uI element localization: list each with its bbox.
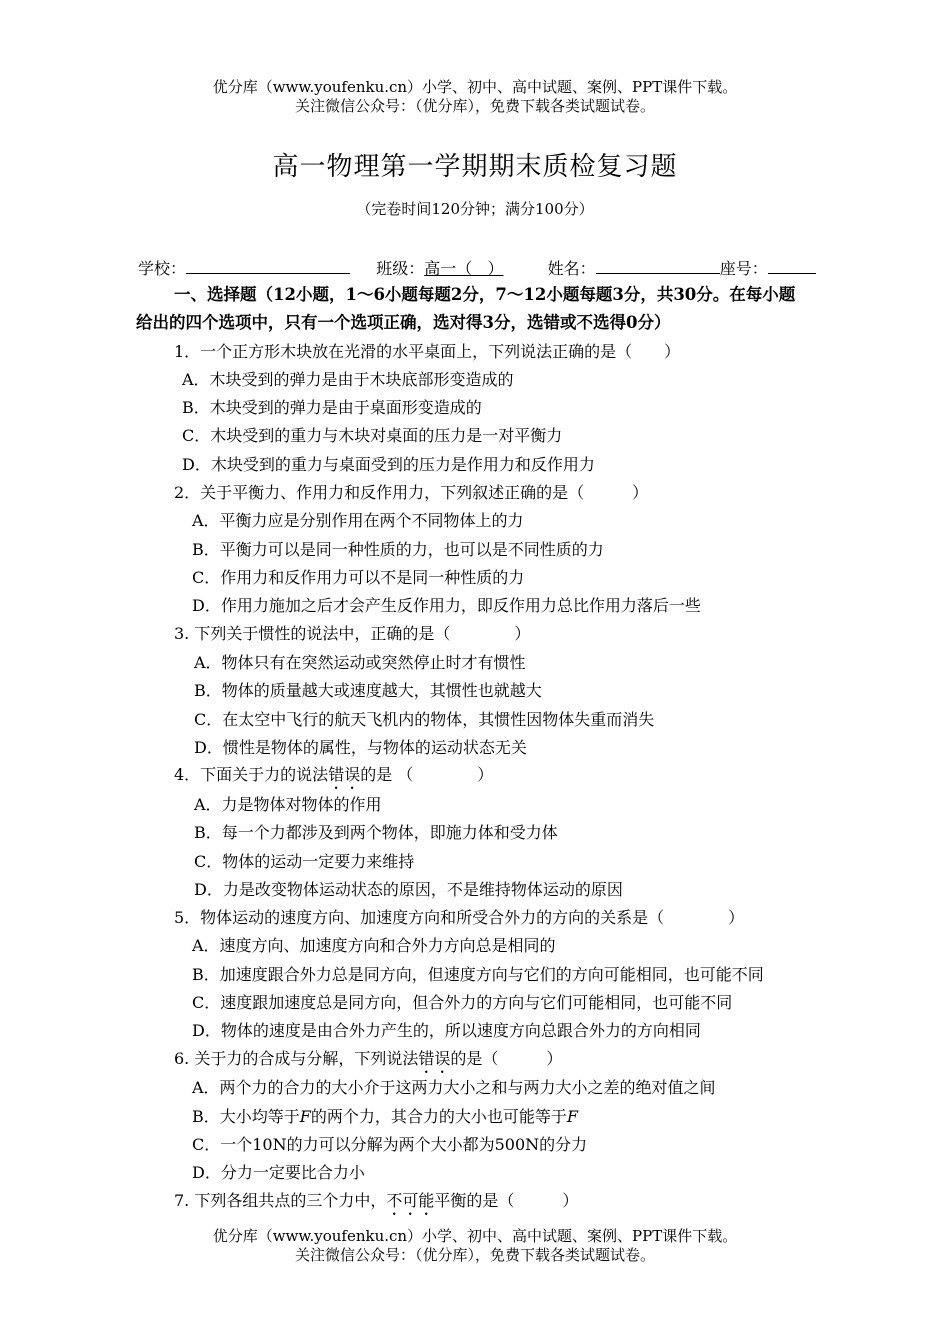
q6-stem — [174, 1049, 562, 1077]
footer-line-1: 优分库（www.youfenku.cn）小学、初中、高中试题、案例、PPT课件下载。 — [212, 1227, 738, 1245]
q5-option-a: A．速度方向、加速度方向和合外力方向总是相同的 — [192, 936, 556, 955]
q4-option-a: A．力是物体对物体的作用 — [194, 795, 382, 814]
q1-option-b: B．木块受到的弹力是由于桌面形变造成的 — [182, 398, 482, 417]
q4-stem-suffix: 的是 （ ） — [360, 765, 494, 784]
q7-emphasis: 不可能 — [386, 1191, 435, 1210]
banner-line-1: 优分库（www.youfenku.cn）小学、初中、高中试题、案例、PPT课件下载。 — [212, 78, 738, 96]
section-heading-line-1: 一、选择题（12小题，1～6小题每题2分，7～12小题每题3分，共30分。在每小题 — [174, 285, 796, 304]
q1-option-c: C．木块受到的重力与木块对桌面的压力是一对平衡力 — [182, 426, 563, 445]
q2-option-b: B．平衡力可以是同一种性质的力，也可以是不同性质的力 — [192, 540, 604, 559]
section-heading-line-2: 给出的四个选项中，只有一个选项正确，选对得3分，选错或不选得0分） — [136, 313, 671, 332]
q5-option-b: B．加速度跟合外力总是同方向，但速度方向与它们的方向可能相同，也可能不同 — [192, 965, 764, 984]
q4-option-c: C．物体的运动一定要力来维持 — [194, 852, 415, 871]
q3-option-a: A．物体只有在突然运动或突然停止时才有惯性 — [194, 653, 526, 672]
school-blank[interactable] — [186, 257, 350, 274]
q7-stem-suffix: 平衡的是（ ） — [434, 1191, 579, 1210]
q4-stem — [174, 765, 493, 793]
name-blank[interactable] — [596, 257, 720, 274]
q6-option-c: C．一个10N的力可以分解为两个大小都为500N的分力 — [192, 1135, 588, 1154]
q3-option-c: C．在太空中飞行的航天飞机内的物体，其惯性因物体失重而消失 — [194, 710, 655, 729]
q4-option-b: B．每一个力都涉及到两个物体，即施力体和受力体 — [194, 823, 558, 842]
q5-option-c: C．速度跟加速度总是同方向，但合外力的方向与它们可能相同，也可能不同 — [192, 993, 733, 1012]
page-title: 高一物理第一学期期末质检复习题 — [272, 152, 678, 182]
seat-blank[interactable] — [768, 257, 816, 274]
seat-label: 座号： — [719, 259, 768, 278]
q6-b-text-1: B．大小均等于 — [192, 1107, 300, 1126]
q4-stem-prefix: 4．下面关于力的说法 — [174, 765, 329, 784]
footer-line-2: 关注微信公众号：（优分库），免费下载各类试题试卷。 — [294, 1246, 655, 1264]
q6-b-text-2: 的两个力，其合力的大小也可能等于 — [310, 1107, 567, 1126]
q6-stem-prefix: 6. 关于力的合成与分解，下列说法 — [174, 1049, 419, 1068]
q1-option-d: D．木块受到的重力与桌面受到的压力是作用力和反作用力 — [182, 455, 595, 474]
student-info-row — [138, 256, 816, 279]
q7-stem — [174, 1191, 578, 1219]
school-label: 学校： — [138, 259, 187, 278]
q4-emphasis: 错误 — [328, 765, 361, 784]
q3-stem: 3. 下列关于惯性的说法中，正确的是（ ） — [174, 624, 531, 643]
q1-option-a: A．木块受到的弹力是由于木块底部形变造成的 — [182, 370, 514, 389]
q6-stem-suffix: 的是（ ） — [450, 1049, 563, 1068]
q6-b-variable-1: F — [299, 1107, 311, 1126]
q2-option-d: D．作用力施加之后才会产生反作用力，即反作用力总比作用力落后一些 — [192, 596, 701, 615]
q6-emphasis: 错误 — [418, 1049, 451, 1068]
q2-option-c: C．作用力和反作用力可以不是同一种性质的力 — [192, 568, 525, 587]
banner-line-2: 关注微信公众号：（优分库），免费下载各类试题试卷。 — [294, 97, 655, 115]
bottom-banner — [0, 1227, 950, 1265]
class-label: 班级： — [376, 259, 425, 278]
q3-option-b: B．物体的质量越大或速度越大，其惯性也就越大 — [194, 681, 542, 700]
class-value[interactable]: 高一（ ） — [424, 259, 504, 278]
page-subtitle: （完卷时间120分钟；满分100分） — [356, 200, 594, 218]
q3-option-d: D．惯性是物体的属性，与物体的运动状态无关 — [194, 738, 527, 757]
q7-stem-prefix: 7. 下列各组共点的三个力中， — [174, 1191, 387, 1210]
top-banner — [0, 78, 950, 116]
q6-b-variable-2: F — [566, 1107, 578, 1126]
q2-option-a: A．平衡力应是分别作用在两个不同物体上的力 — [192, 511, 524, 530]
q6-option-d: D．分力一定要比合力小 — [192, 1163, 365, 1182]
q5-stem: 5．物体运动的速度方向、加速度方向和所受合外力的方向的关系是（ ） — [174, 908, 745, 927]
q1-stem: 1．一个正方形木块放在光滑的水平桌面上，下列说法正确的是（ ） — [174, 342, 681, 361]
q4-option-d: D．力是改变物体运动状态的原因，不是维持物体运动的原因 — [194, 880, 623, 899]
q2-stem: 2．关于平衡力、作用力和反作用力，下列叙述正确的是（ ） — [174, 483, 649, 502]
q6-option-b — [192, 1107, 578, 1127]
name-label: 姓名： — [547, 259, 596, 278]
q6-option-a: A．两个力的合力的大小介于这两力大小之和与两力大小之差的绝对值之间 — [192, 1078, 716, 1097]
q5-option-d: D．物体的速度是由合外力产生的，所以速度方向总跟合外力的方向相同 — [192, 1021, 701, 1040]
